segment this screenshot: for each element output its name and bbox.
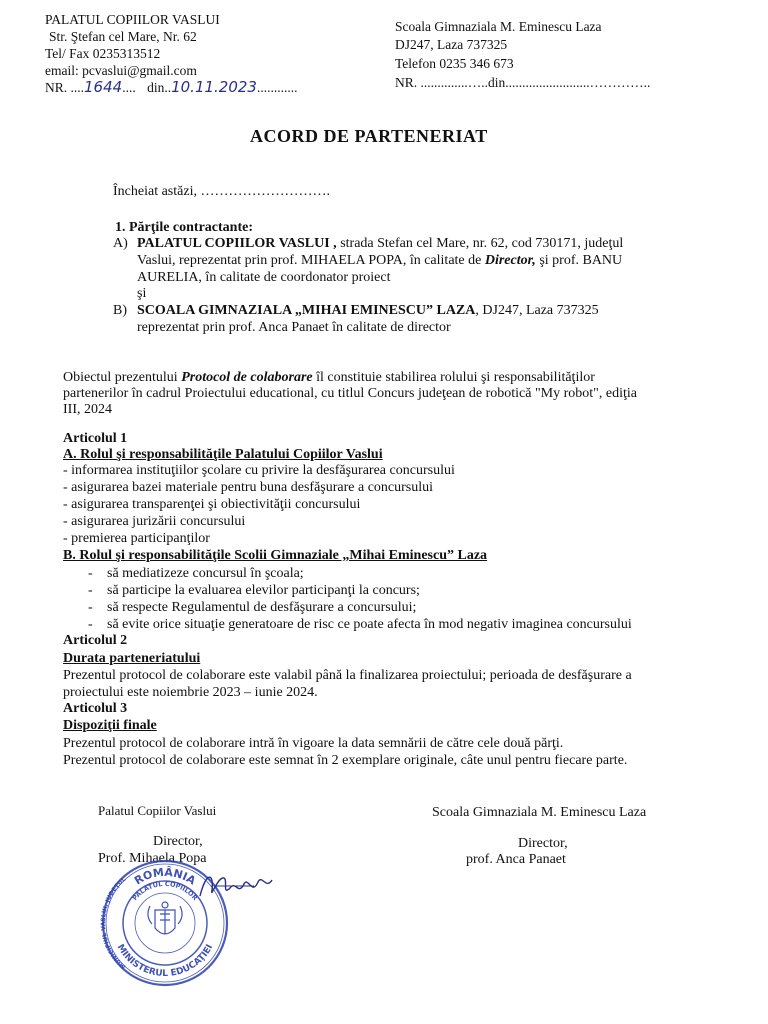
recipient-registration: NR. ..............…..din.........................…………..: [395, 75, 651, 90]
article3-line1: Prezentul protocol de colaborare intră în vigoare la data semnării de către cele două părţi.: [63, 736, 564, 751]
din-handwritten-date: 10.11.2023: [171, 78, 257, 96]
article1-a-item: - informarea instituţiilor şcolare cu privire la desfăşurarea concursului: [63, 463, 455, 478]
recipient-name: Scoala Gimnaziala M. Eminescu Laza: [395, 19, 602, 34]
parties-heading: 1. Părţile contractante:: [115, 220, 253, 235]
article1-a-item: - asigurarea transparenţei şi obiectivităţii concursului: [63, 497, 361, 512]
nr-label: NR.: [45, 80, 71, 95]
object-intro: Obiectul prezentului: [63, 370, 182, 385]
article2-heading: Articolul 2: [63, 633, 128, 648]
din-dots-before: ..: [164, 80, 172, 95]
article1-heading: Articolul 1: [63, 431, 128, 446]
article1-a-item: - asigurarea jurizării concursului: [63, 514, 246, 529]
sender-phone: Tel/ Fax 0235313512: [45, 46, 161, 61]
coat-of-arms-icon: [148, 902, 182, 934]
din-label: din: [147, 80, 165, 95]
party-b-marker: B): [113, 303, 127, 318]
signature-right-name: prof. Anca Panaet: [466, 852, 566, 867]
article1-b-item: să respecte Regulamentul de desfăşurare a concursului;: [107, 600, 417, 615]
object-protocol-emphasis: Protocol de colaborare: [181, 370, 313, 385]
party-a-name: PALATUL COPIILOR VASLUI ,: [137, 236, 337, 251]
article2-title: Durata parteneriatului: [63, 651, 201, 666]
article1-b-item: să mediatizeze concursul în şcoala;: [107, 566, 304, 581]
article1-b-bullet: -: [88, 566, 93, 581]
recipient-address: DJ247, Laza 737325: [395, 37, 508, 52]
parties-conjunction: şi: [137, 286, 147, 301]
din-dots-after: ............: [256, 80, 298, 95]
stamp-inner-text: PALATUL COPIILOR: [130, 879, 200, 903]
signature-left-org: Palatul Copiilor Vaslui: [98, 803, 217, 818]
signature-right-org: Scoala Gimnaziala M. Eminescu Laza: [432, 805, 647, 820]
recipient-phone: Telefon 0235 346 673: [395, 56, 514, 71]
object-line3: III, 2024: [63, 402, 112, 417]
article1-a-item: - premierea participanţilor: [63, 531, 210, 546]
party-a-line2: [137, 253, 622, 269]
sender-registration: [45, 79, 297, 96]
object-line2: partenerilor în cadrul Proiectului educational, cu titlul Concurs judeţean de robotică "My robot", ediţia: [63, 386, 637, 401]
object-purpose: îl constituie stabilirea rolului şi responsabilităţilor: [312, 370, 595, 385]
article2-line2: proiectului este noiembrie 2023 – iunie 2024.: [63, 685, 318, 700]
party-a-representative: Vaslui, reprezentat prin prof. MIHAELA POPA, în calitate de: [137, 253, 485, 268]
article1-b-bullet: -: [88, 600, 93, 615]
stamp-bottom-text: MINISTERUL EDUCAŢIEI: [114, 942, 216, 980]
signature-left-role: Director,: [153, 834, 203, 849]
article1-b-title: B. Rolul şi responsabilităţile Scolii Gimnaziale „Mihai Eminescu” Laza: [63, 548, 488, 563]
article1-b-item: să evite orice situaţie generatoare de risc ce poate afecta în mod negativ imaginea concursului: [107, 617, 632, 632]
sender-address: Str. Ştefan cel Mare, Nr. 62: [49, 29, 197, 44]
signature-left-name: Prof. Mihaela Popa: [98, 851, 207, 866]
party-a-line3: AURELIA, în calitate de coordonator proiect: [137, 270, 391, 285]
article1-b-item: să participe la evaluarea elevilor participanţi la concurs;: [107, 583, 420, 598]
party-b-name: SCOALA GIMNAZIALA „MIHAI EMINESCU” LAZA: [137, 303, 476, 318]
party-a-co-representative: şi prof. BANU: [535, 253, 623, 268]
object-line1: [63, 370, 595, 386]
director-signature-icon: [196, 866, 276, 906]
party-a-line1: [137, 236, 623, 252]
article1-b-bullet: -: [88, 617, 93, 632]
article3-line2: Prezentul protocol de colaborare este semnat în 2 exemplare originale, câte unul pentru fiecare parte.: [63, 753, 628, 768]
signature-right-role: Director,: [518, 836, 568, 851]
article2-line1: Prezentul protocol de colaborare este valabil până la finalizarea proiectului; perioada de desfăşurare a: [63, 668, 632, 683]
party-a-address: strada Stefan cel Mare, nr. 62, cod 730171, judeţul: [336, 236, 624, 251]
nr-dots-before: ....: [70, 80, 85, 95]
concluded-date-line: Încheiat astăzi, ……………………….: [113, 184, 330, 199]
article3-title: Dispoziţii finale: [63, 718, 157, 733]
article3-heading: Articolul 3: [63, 701, 128, 716]
article1-b-bullet: -: [88, 583, 93, 598]
nr-dots-after: ....: [122, 80, 136, 95]
party-b-line1: [137, 303, 599, 319]
sender-name: PALATUL COPIILOR VASLUI: [45, 12, 220, 27]
stamp-ring-text: MUNICIPIUL VASLUI, JUDEŢUL: [100, 875, 128, 971]
nr-handwritten-value: 1644: [84, 78, 123, 96]
stamp-top-text: ROMÂNIA: [132, 865, 198, 888]
article1-a-item: - asigurarea bazei materiale pentru buna desfăşurare a concursului: [63, 480, 434, 495]
party-b-address: , DJ247, Laza 737325: [475, 303, 599, 318]
party-b-line2: reprezentat prin prof. Anca Panaet în calitate de director: [137, 320, 451, 335]
document-title: ACORD DE PARTENERIAT: [250, 126, 488, 146]
sender-email: email: pcvaslui@gmail.com: [45, 63, 197, 78]
party-a-role: Director,: [484, 253, 536, 268]
article1-a-title: A. Rolul şi responsabilităţile Palatului Copiilor Vaslui: [63, 447, 383, 462]
party-a-marker: A): [113, 236, 128, 251]
